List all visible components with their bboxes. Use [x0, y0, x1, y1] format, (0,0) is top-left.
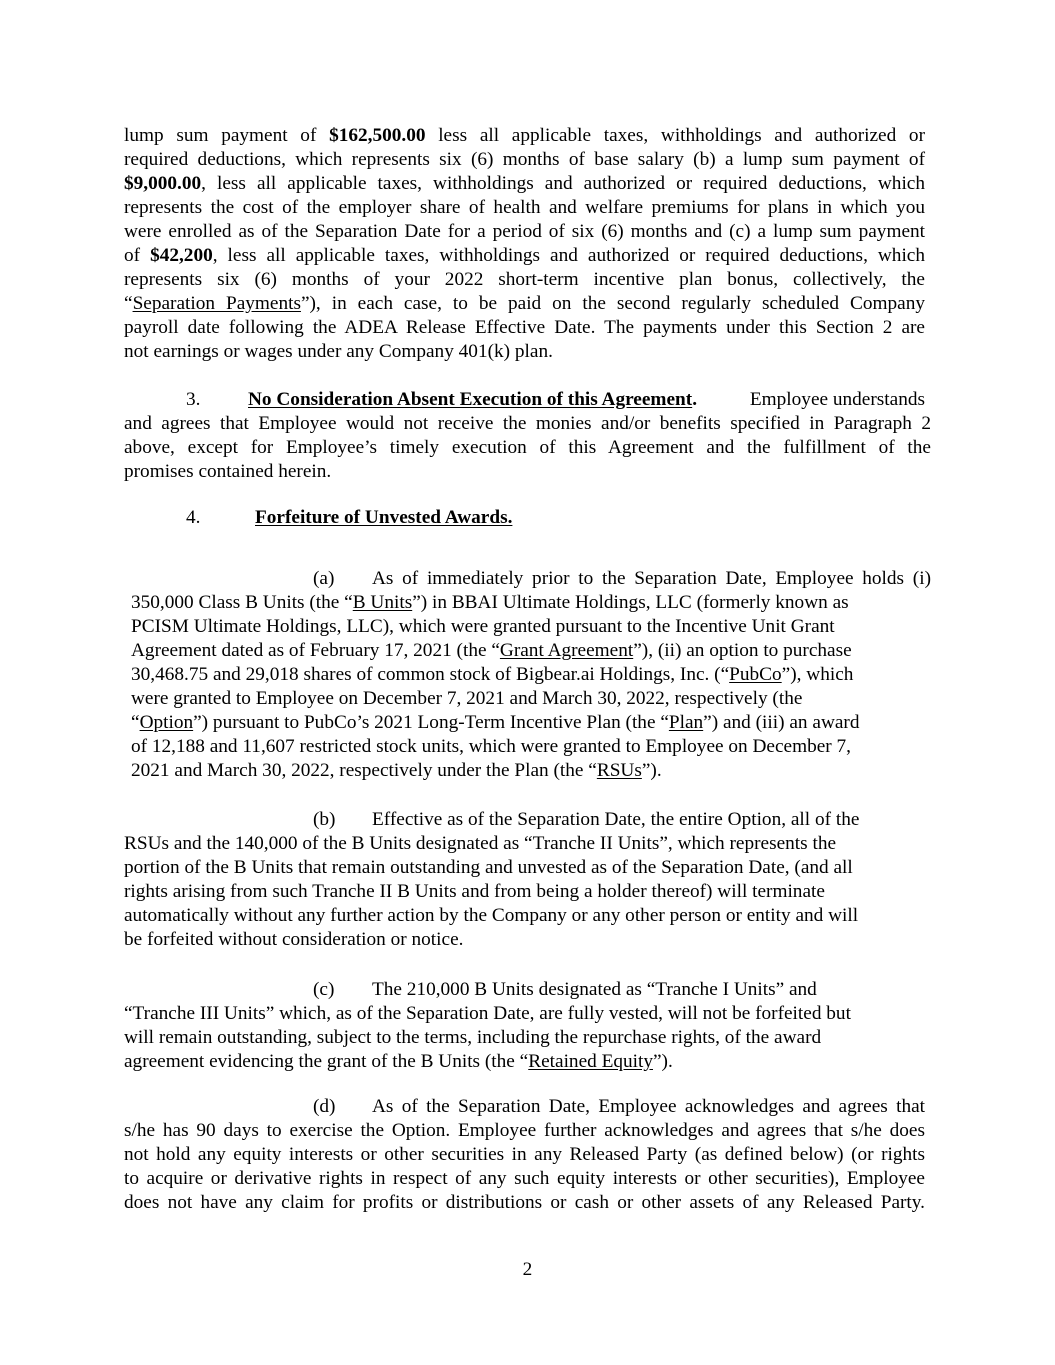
text: ”) in BBAI Ultimate Holdings, LLC (formerly known as [412, 592, 849, 613]
text-line: portion of the B Units that remain outstanding and unvested as of the Separation Date, (and all [124, 857, 853, 878]
text-line [124, 292, 925, 316]
defined-term-grant-agreement: Grant Agreement [499, 640, 634, 661]
text-line: automatically without any further action by the Company or any other person or entity and will [124, 905, 859, 926]
text: Employee understands [749, 389, 925, 410]
defined-term-rsus: RSUs [596, 760, 642, 781]
text-line: “Tranche III Units” which, as of the Separation Date, are fully vested, will not be forfeited but [124, 1003, 851, 1024]
text-line: As of the Separation Date, Employee acknowledges and agrees that [372, 1096, 925, 1117]
defined-term-retained-equity: Retained Equity [528, 1051, 653, 1072]
text-line: rights arising from such Tranche II B Units and from being a holder thereof) will terminate [124, 881, 825, 902]
text: lump sum payment of [124, 125, 330, 146]
text-line: promises contained herein. [124, 461, 332, 482]
text-line: not hold any equity interests or other securities in any Released Party (as defined below) (or rights [124, 1144, 925, 1165]
text: 2021 and March 30, 2022, respectively under the Plan (the “ [131, 760, 597, 781]
text-line: to acquire or derivative rights in respect of any such equity interests or other securities), Employee [124, 1168, 925, 1189]
text-line: not earnings or wages under any Company 401(k) plan. [124, 341, 553, 362]
text-line: RSUs and the 140,000 of the B Units designated as “Tranche II Units”, which represents the [124, 833, 837, 854]
text: ”) and (iii) an award [703, 712, 860, 733]
text-line [131, 711, 859, 735]
text: ”). [641, 760, 662, 781]
text-line: of 12,188 and 11,607 restricted stock units, which were granted to Employee on December 7, [131, 736, 851, 757]
amount-42200: $42,200 [150, 245, 213, 266]
text-line: The 210,000 B Units designated as “Tranche I Units” and [372, 979, 817, 1000]
text: 30,468.75 and 29,018 shares of common stock of Bigbear.ai Holdings, Inc. (“ [131, 664, 730, 685]
text-line [124, 124, 925, 148]
heading-text: Forfeiture of Unvested Awards. [255, 507, 513, 528]
text-line [131, 639, 852, 663]
text-line [124, 172, 925, 196]
text-line: does not have any claim for profits or distributions or cash or other assets of any Released Party. [124, 1192, 925, 1213]
text-line: were enrolled as of the Separation Date for a period of six (6) months and (c) a lump sum payment [124, 221, 925, 242]
text: ”), (ii) an option to purchase [633, 640, 852, 661]
text: ”), which [781, 664, 854, 685]
text-line [131, 591, 849, 615]
text-line: required deductions, which represents six (6) months of base salary (b) a lump sum payment of [124, 149, 925, 170]
text: agreement evidencing the grant of the B Units (the “ [124, 1051, 529, 1072]
text: ”), in each case, to be paid on the second regularly scheduled Company [300, 293, 925, 314]
text: , less all applicable taxes, withholdings and authorized or required deductions, which [201, 173, 925, 194]
text-line: above, except for Employee’s timely execution of this Agreement and the fulfillment of the [124, 437, 931, 458]
text-line: represents six (6) months of your 2022 short-term incentive plan bonus, collectively, the [124, 269, 925, 290]
text: , less all applicable taxes, withholdings and authorized or required deductions, which [212, 245, 925, 266]
subsection-label: (a) [313, 568, 335, 589]
text-line: Effective as of the Separation Date, the entire Option, all of the [372, 809, 860, 830]
subsection-label: (c) [313, 979, 335, 1000]
text: 350,000 Class B Units (the “ [131, 592, 353, 613]
text: ”). [653, 1051, 673, 1072]
text: Agreement dated as of February 17, 2021 (the “ [131, 640, 500, 661]
section-number: 3. [186, 389, 201, 410]
defined-term-separation-payments: Separation Payments [132, 293, 301, 314]
text: ”) pursuant to PubCo’s 2021 Long-Term Incentive Plan (the “ [193, 712, 669, 733]
text: “ [124, 293, 133, 314]
text-line [124, 1050, 673, 1074]
amount-162500: $162,500.00 [329, 125, 426, 146]
amount-9000: $9,000.00 [124, 173, 202, 194]
text-line [131, 663, 853, 687]
text: of [124, 245, 151, 266]
page-number: 2 [522, 1259, 533, 1280]
section-heading [255, 506, 512, 530]
text: less all applicable taxes, withholdings and authorized or [425, 125, 925, 146]
defined-term-b-units: B Units [352, 592, 413, 613]
text: “ [131, 712, 140, 733]
text-line: PCISM Ultimate Holdings, LLC), which were granted pursuant to the Incentive Unit Grant [131, 616, 835, 637]
subsection-label: (b) [313, 809, 336, 830]
defined-term-pubco: PubCo [729, 664, 782, 685]
heading-punct: . [692, 389, 698, 410]
text-line: be forfeited without consideration or notice. [124, 929, 464, 950]
text-line: s/he has 90 days to exercise the Option. Employee further acknowledges and agrees that s/he does [124, 1120, 925, 1141]
subsection-label: (d) [313, 1096, 336, 1117]
section-heading: No Consideration Absent Execution of this Agreement [248, 389, 693, 410]
text-line: As of immediately prior to the Separation Date, Employee holds (i) [372, 568, 931, 589]
text-line: will remain outstanding, subject to the terms, including the repurchase rights, of the award [124, 1027, 822, 1048]
text-line: and agrees that Employee would not receive the monies and/or benefits specified in Paragraph 2 [124, 413, 931, 434]
defined-term-option: Option [139, 712, 194, 733]
text-line: were granted to Employee on December 7, 2021 and March 30, 2022, respectively (the [131, 688, 803, 709]
text-line [124, 244, 925, 268]
text-line: represents the cost of the employer share of health and welfare premiums for plans in which you [124, 197, 925, 218]
section-3-first-line [248, 388, 925, 412]
section-number: 4. [186, 507, 201, 528]
text-line [131, 759, 662, 783]
defined-term-plan: Plan [668, 712, 704, 733]
text-line: payroll date following the ADEA Release Effective Date. The payments under this Section 2 are [124, 317, 925, 338]
